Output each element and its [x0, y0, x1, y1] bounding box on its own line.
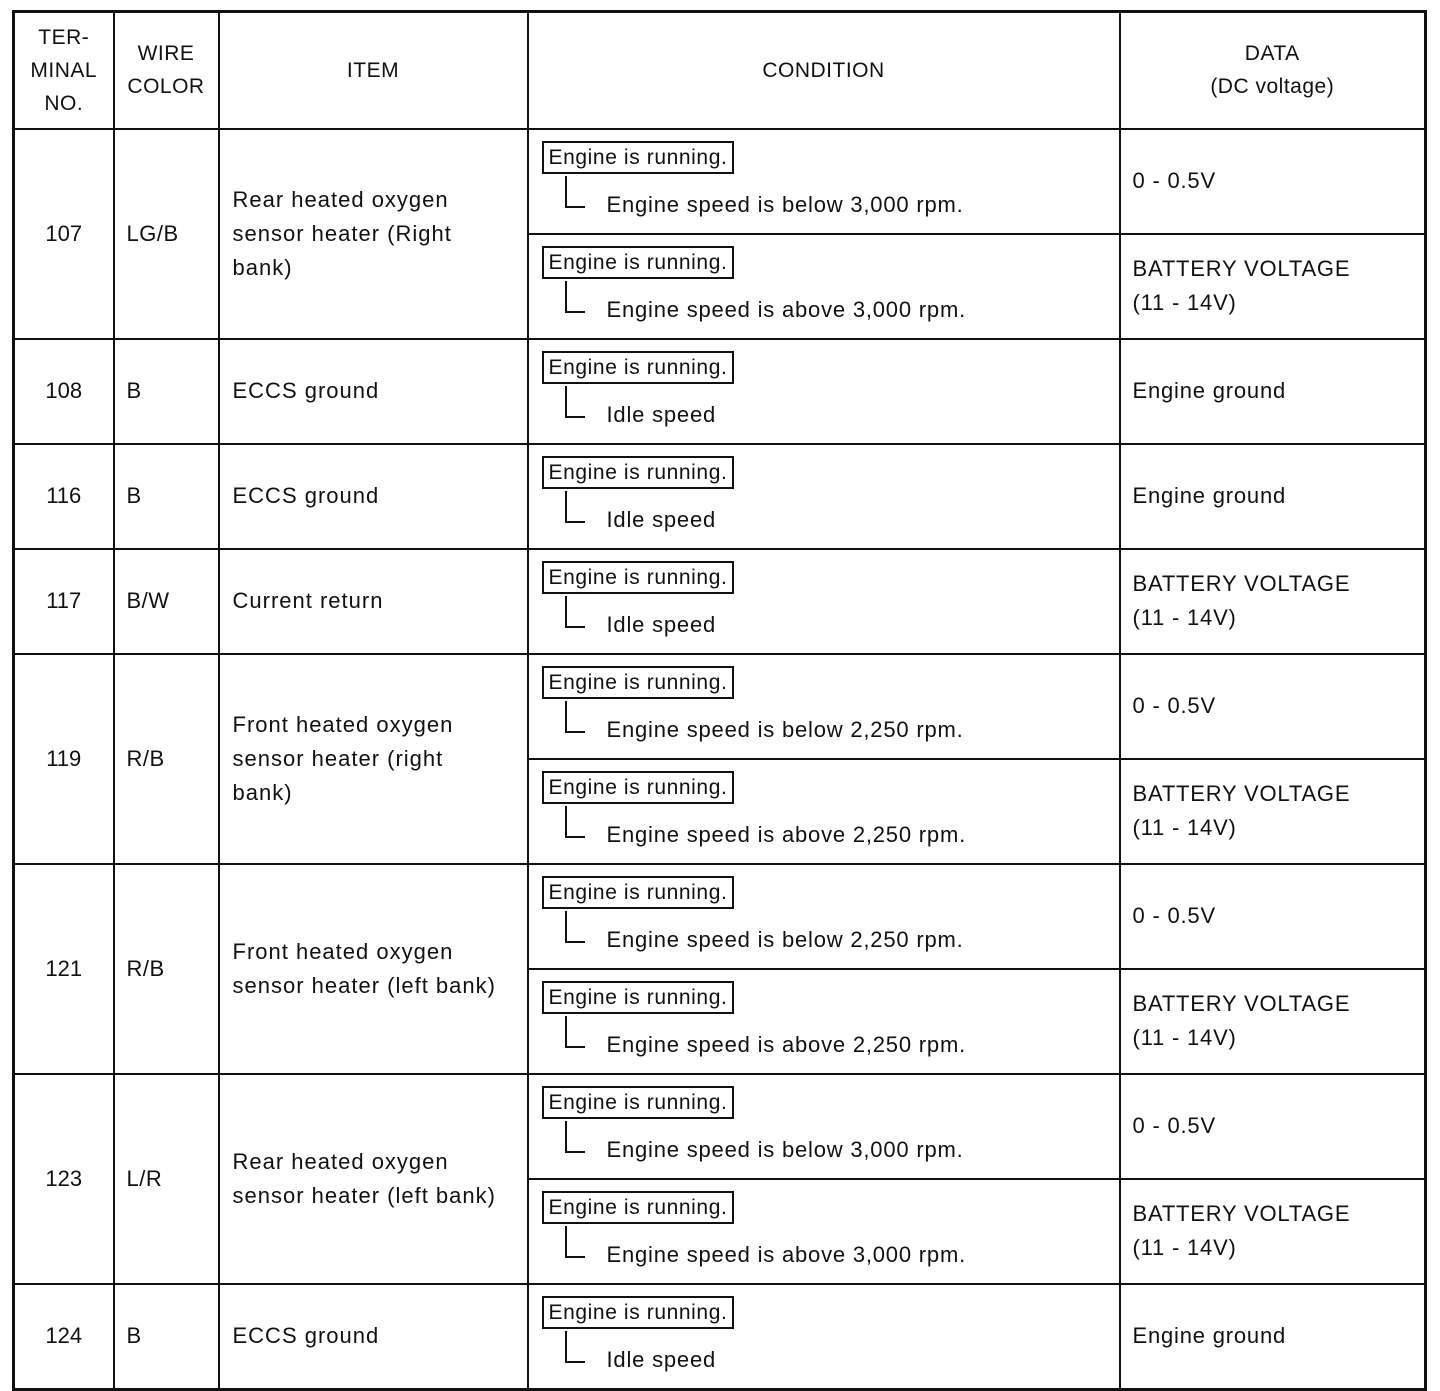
- condition-cell: [528, 1284, 1120, 1390]
- branch-connector: [565, 176, 585, 208]
- data-value: [1120, 654, 1426, 759]
- item-description: [219, 864, 528, 1074]
- header-row: [14, 12, 1426, 129]
- condition-cell: [528, 1179, 1120, 1284]
- wire-color: L/R: [114, 1074, 219, 1284]
- condition-detail: Engine speed is above 3,000 rpm.: [606, 1241, 966, 1267]
- data-line: Engine ground: [1132, 1323, 1287, 1348]
- data-line: (11 - 14V): [1132, 290, 1237, 315]
- condition-detail: Idle speed: [606, 611, 717, 637]
- data-line: 0 - 0.5V: [1132, 903, 1216, 928]
- table-body: [14, 129, 1426, 1390]
- data-value: [1120, 444, 1426, 549]
- table-row: [14, 654, 1426, 759]
- table-row: [14, 339, 1426, 444]
- data-line: (11 - 14V): [1132, 1235, 1237, 1260]
- branch-connector: [565, 491, 585, 523]
- condition-detail: Engine speed is above 3,000 rpm.: [606, 296, 966, 322]
- table-row: [14, 549, 1426, 654]
- terminal-no: 119: [14, 654, 114, 864]
- wire-color: B: [114, 444, 219, 549]
- data-value: [1120, 1074, 1426, 1179]
- condition-detail: Engine speed is below 3,000 rpm.: [606, 1136, 964, 1162]
- condition-cell: [528, 969, 1120, 1074]
- item-line: Front heated oxygen: [232, 938, 454, 964]
- condition-box: Engine is running.: [542, 1296, 735, 1329]
- wire-color: LG/B: [114, 129, 219, 339]
- table-row: [14, 1284, 1426, 1390]
- branch-connector: [565, 1331, 585, 1363]
- item-line: Current return: [232, 588, 384, 613]
- item-line: Front heated oxygen: [232, 711, 454, 737]
- condition-box: Engine is running.: [542, 1086, 735, 1119]
- item-description: [219, 129, 528, 339]
- data-line: (11 - 14V): [1132, 815, 1237, 840]
- condition-box: Engine is running.: [542, 666, 735, 699]
- condition-box: Engine is running.: [542, 456, 735, 489]
- branch-connector: [565, 911, 585, 943]
- condition-box: Engine is running.: [542, 1191, 735, 1224]
- data-line: BATTERY VOLTAGE: [1132, 1201, 1351, 1226]
- condition-cell: [528, 864, 1120, 969]
- table-row: [14, 1074, 1426, 1179]
- terminal-no: 121: [14, 864, 114, 1074]
- condition-detail: Idle speed: [606, 1346, 717, 1372]
- data-value: [1120, 864, 1426, 969]
- branch-connector: [565, 806, 585, 838]
- branch-connector: [565, 281, 585, 313]
- header-terminal-no: TER- MINAL NO.: [14, 12, 114, 129]
- item-line: Rear heated oxygen: [232, 186, 449, 212]
- item-line: ECCS ground: [232, 1323, 380, 1348]
- wire-color: R/B: [114, 864, 219, 1074]
- data-line: (11 - 14V): [1132, 1025, 1237, 1050]
- item-line: sensor heater (left bank): [232, 972, 496, 998]
- branch-connector: [565, 1121, 585, 1153]
- header-data: DATA (DC voltage): [1120, 12, 1426, 129]
- data-value: [1120, 339, 1426, 444]
- data-value: [1120, 1284, 1426, 1390]
- condition-cell: [528, 444, 1120, 549]
- item-line: ECCS ground: [232, 483, 380, 508]
- wire-color: B: [114, 1284, 219, 1390]
- condition-cell: [528, 234, 1120, 339]
- table-row: [14, 864, 1426, 969]
- data-line: 0 - 0.5V: [1132, 693, 1216, 718]
- item-description: [219, 654, 528, 864]
- item-line: bank): [232, 254, 293, 280]
- terminal-no: 124: [14, 1284, 114, 1390]
- condition-detail: Engine speed is below 3,000 rpm.: [606, 191, 964, 217]
- condition-box: Engine is running.: [542, 351, 735, 384]
- terminal-no: 123: [14, 1074, 114, 1284]
- table-row: [14, 129, 1426, 234]
- item-line: sensor heater (left bank): [232, 1182, 496, 1208]
- branch-connector: [565, 596, 585, 628]
- item-line: sensor heater (Right: [232, 220, 452, 246]
- data-value: [1120, 969, 1426, 1074]
- data-line: 0 - 0.5V: [1132, 1113, 1216, 1138]
- header-wire-color: WIRE COLOR: [114, 12, 219, 129]
- terminal-no: 116: [14, 444, 114, 549]
- condition-box: Engine is running.: [542, 771, 735, 804]
- wire-color: R/B: [114, 654, 219, 864]
- item-description: [219, 1074, 528, 1284]
- item-description: [219, 1284, 528, 1390]
- item-line: Rear heated oxygen: [232, 1148, 449, 1174]
- data-line: BATTERY VOLTAGE: [1132, 781, 1351, 806]
- condition-box: Engine is running.: [542, 981, 735, 1014]
- data-value: [1120, 129, 1426, 234]
- data-value: [1120, 549, 1426, 654]
- condition-cell: [528, 129, 1120, 234]
- condition-box: Engine is running.: [542, 561, 735, 594]
- terminal-spec-table: [12, 10, 1427, 1391]
- condition-detail: Engine speed is above 2,250 rpm.: [606, 1031, 966, 1057]
- header-item: ITEM: [219, 12, 528, 129]
- condition-cell: [528, 654, 1120, 759]
- condition-detail: Idle speed: [606, 401, 717, 427]
- item-line: bank): [232, 779, 293, 805]
- condition-cell: [528, 549, 1120, 654]
- branch-connector: [565, 1226, 585, 1258]
- item-description: [219, 339, 528, 444]
- data-line: (11 - 14V): [1132, 605, 1237, 630]
- condition-box: Engine is running.: [542, 141, 735, 174]
- wire-color: B: [114, 339, 219, 444]
- condition-detail: Engine speed is below 2,250 rpm.: [606, 926, 964, 952]
- terminal-no: 107: [14, 129, 114, 339]
- item-line: sensor heater (right: [232, 745, 444, 771]
- condition-cell: [528, 339, 1120, 444]
- terminal-no: 117: [14, 549, 114, 654]
- item-description: [219, 444, 528, 549]
- condition-detail: Engine speed is above 2,250 rpm.: [606, 821, 966, 847]
- data-line: Engine ground: [1132, 378, 1287, 403]
- data-value: [1120, 1179, 1426, 1284]
- item-line: ECCS ground: [232, 378, 380, 403]
- data-line: 0 - 0.5V: [1132, 168, 1216, 193]
- condition-detail: Idle speed: [606, 506, 717, 532]
- condition-box: Engine is running.: [542, 246, 735, 279]
- branch-connector: [565, 701, 585, 733]
- terminal-no: 108: [14, 339, 114, 444]
- data-line: Engine ground: [1132, 483, 1287, 508]
- condition-detail: Engine speed is below 2,250 rpm.: [606, 716, 964, 742]
- data-value: [1120, 234, 1426, 339]
- branch-connector: [565, 386, 585, 418]
- condition-box: Engine is running.: [542, 876, 735, 909]
- branch-connector: [565, 1016, 585, 1048]
- header-condition: CONDITION: [528, 12, 1120, 129]
- condition-cell: [528, 1074, 1120, 1179]
- item-description: [219, 549, 528, 654]
- data-value: [1120, 759, 1426, 864]
- condition-cell: [528, 759, 1120, 864]
- data-line: BATTERY VOLTAGE: [1132, 991, 1351, 1016]
- data-line: BATTERY VOLTAGE: [1132, 256, 1351, 281]
- table-row: [14, 444, 1426, 549]
- wire-color: B/W: [114, 549, 219, 654]
- data-line: BATTERY VOLTAGE: [1132, 571, 1351, 596]
